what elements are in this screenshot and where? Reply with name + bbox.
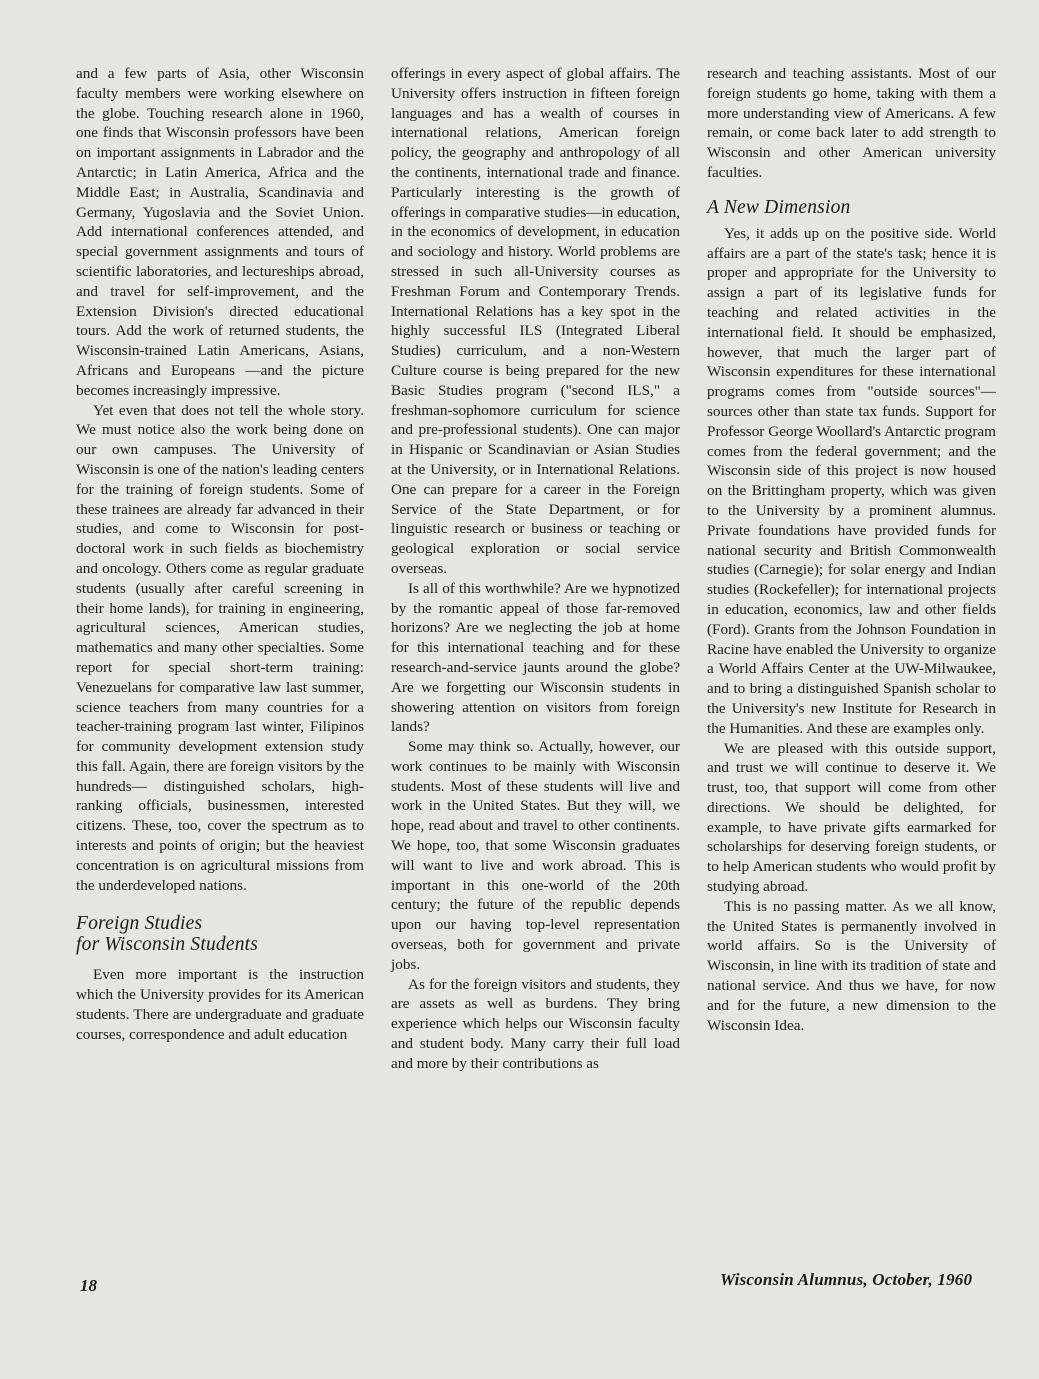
paragraph: Some may think so. Actually, however, our work continues to be mainly with Wisconsin students. Most of these students will live and work in the United States. But they will, we hope, read about and travel to other continents. We hope, too, that some Wisconsin graduates will want to live and work abroad. This is important in this one-world of the 20th century; the future of the republic depends upon our having top-level representation overseas, both for government and private jobs. — [391, 738, 680, 973]
text-column-1 — [76, 64, 364, 1045]
publication-footer: Wisconsin Alumnus, October, 1960 — [720, 1270, 973, 1289]
paragraph: and a few parts of Asia, other Wisconsin faculty members were working elsewhere on the globe. Touching research alone in 1960, one finds that Wisconsin professors have been on important assignments in Labrador and the Antarctic; in Latin America, Africa and the Middle East; in Australia, Scandinavia and Germany, Yugoslavia and the Soviet Union. Add international conferences attended, and special government assignments and tours of scientific laboratories, and lectureships abroad, and travel for self-improvement, and the Extension Division's directed educational tours. Add the work of returned students, the Wisconsin-trained Latin Americans, Asians, Africans and Europeans —and the picture becomes increasingly impressive. — [76, 65, 364, 399]
text-column-2 — [391, 64, 680, 1074]
paragraph: As for the foreign visitors and students, they are assets as well as burdens. They bring experience which helps our Wisconsin faculty and student body. Many carry their full load and more by their contributions as — [391, 975, 680, 1072]
paragraph: offerings in every aspect of global affairs. The University offers instruction in fifteen foreign languages and has a wealth of courses in international relations, American foreign policy, the geography and anthropology of all the continents, international trade and finance. Particularly interesting is the growth of offerings in comparative studies—in education, in the economics of development, in education and sociology and history. World problems are stressed in such all-University courses as Freshman Forum and Contemporary Trends. International Relations has a key spot in the highly successful ILS (Integrated Liberal Studies) curriculum, and a non-Western Culture course is being prepared for the new Basic Studies program ("second ILS," a freshman-sophomore curriculum for science and pre-professional students). One can major in Hispanic or Scandinavian or Asian Studies at the University, or in International Relations. One can prepare for a career in the Foreign Service of the State Department, or for linguistic research or business or teaching or geological exploration or social service overseas. — [391, 65, 680, 577]
paragraph: Is all of this worthwhile? Are we hypnotized by the romantic appeal of those far-removed horizons? Are we neglecting the job at home for this international teaching and for these research-and-service jaunts around the globe? Are we forgetting our Wisconsin students in showering attention on visitors from foreign lands? — [391, 579, 680, 736]
paragraph: Even more important is the instruction which the University provides for its American students. There are undergraduate and graduate courses, correspondence and adult education — [76, 966, 364, 1043]
paragraph: We are pleased with this outside support, and trust we will continue to deserve it. We trust, too, that support will come from other directions. We should be delighted, for example, to have private gifts earmarked for scholarships for deserving foreign students, or to help American students who would profit by studying abroad. — [707, 739, 996, 896]
heading-line: Foreign Studies — [76, 913, 203, 935]
section-heading-new-dimension: A New Dimension — [707, 196, 851, 218]
text-column-3 — [707, 64, 996, 1035]
paragraph: Yes, it adds up on the positive side. World affairs are a part of the state's task; hence it is proper and appropriate for the University to assign a part of its legislative funds for teaching and related activities in the international field. It should be emphasized, however, that much the larger part of Wisconsin expenditures for these international programs comes from "outside sources"—sources other than state tax funds. Support for Professor George Woollard's Antarctic program comes from the federal government; and the Wisconsin side of this project is now housed on the Brittingham property, which was given to the University by a prominent alumnus. Private foundations have provided funds for national security and British Commonwealth studies (Carnegie); for solar energy and Indian studies (Rockefeller); for international projects in education, economics, law and other fields (Ford). Grants from the Johnson Foundation in Racine have enabled the University to organize a World Affairs Center at the UW-Milwaukee, and to bring a distinguished Spanish scholar to the University's new Institute for Research in the Humanities. And these are examples only. — [707, 224, 996, 737]
section-heading-foreign-studies — [76, 913, 364, 955]
heading-line: for Wisconsin Students — [76, 934, 259, 956]
paragraph: research and teaching assistants. Most of our foreign students go home, taking with them a more understanding view of Americans. A few remain, or come back later to add strength to Wisconsin and other American university faculties. — [707, 65, 996, 181]
paragraph: This is no passing matter. As we all know, the United States is permanently involved in world affairs. So is the University of Wisconsin, in line with its tradition of state and national service. And thus we have, for now and for the future, a new dimension to the Wisconsin Idea. — [707, 897, 996, 1034]
paragraph: Yet even that does not tell the whole story. We must notice also the work being done on our own campuses. The University of Wisconsin is one of the nation's leading centers for the training of foreign students. Some of these trainees are already far advanced in their studies, and come to Wisconsin for post-doctoral work in such fields as biochemistry and oncology. Others come as regular graduate students (usually after careful screening in their home lands), for training in engineering, agricultural sciences, American studies, mathematics and many other specialties. Some report for special short-term training: Venezuelans for comparative law last summer, science teachers from many countries for a teacher-training program last winter, Filipinos for community development extension study this fall. Again, there are foreign visitors by the hundreds— distinguished scholars, high-ranking officials, businessmen, interested citizens. These, too, cover the spectrum as to interests and points of origin; but the heaviest concentration is on agricultural missions from the underdeveloped nations. — [76, 401, 364, 894]
page-number: 18 — [80, 1276, 97, 1295]
